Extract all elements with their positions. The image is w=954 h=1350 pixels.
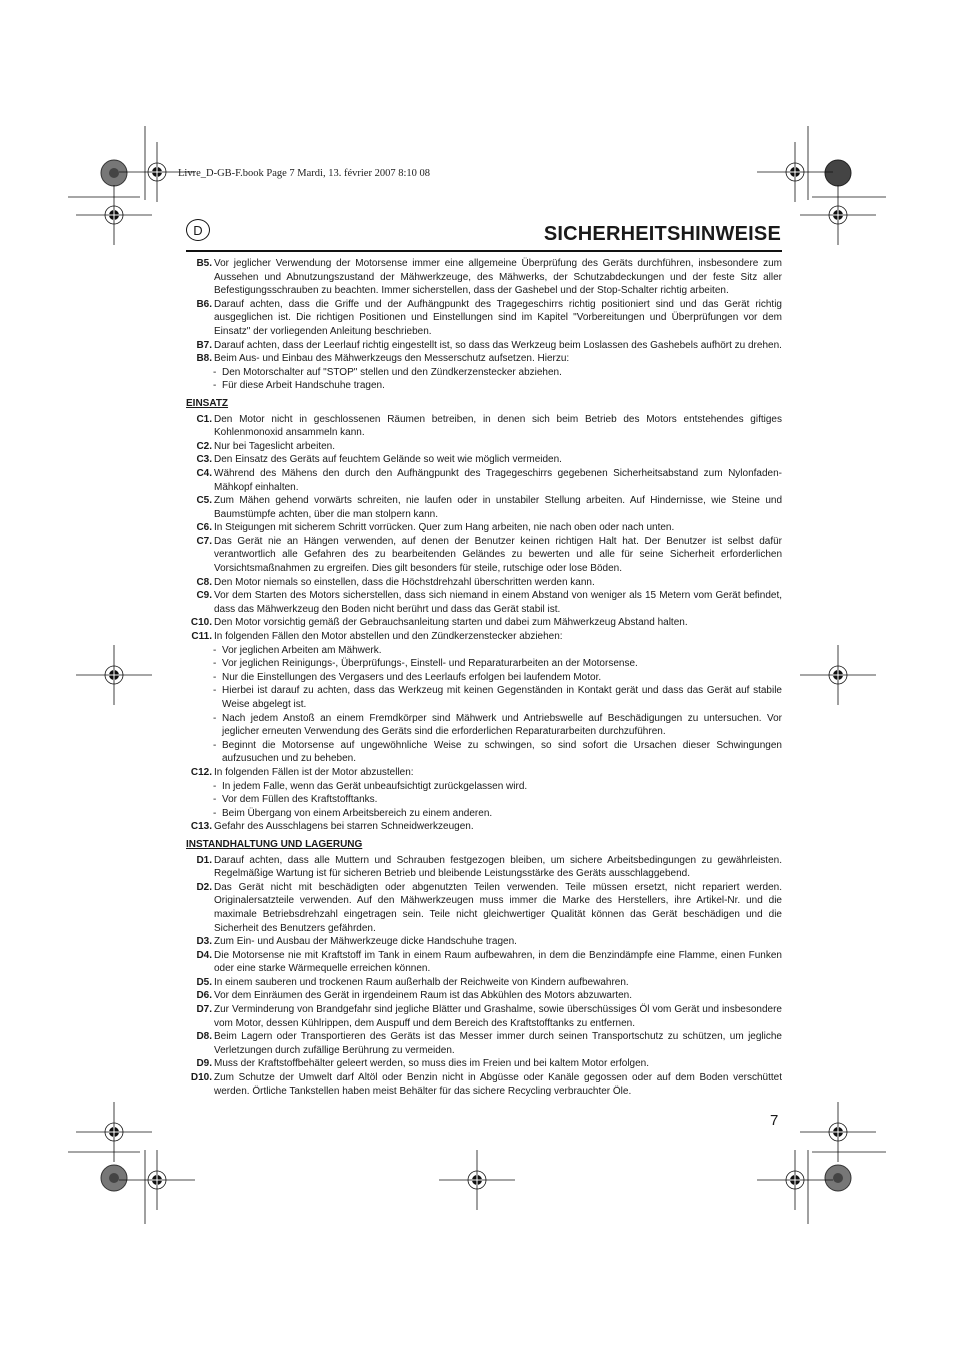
list-item — [186, 413, 782, 440]
list-item — [186, 298, 782, 339]
sub-list-item — [186, 793, 782, 807]
list-item — [186, 630, 782, 644]
item-text: In folgenden Fällen den Motor abstellen und den Zündkerzenstecker abziehen: — [214, 631, 563, 643]
list-item — [186, 257, 782, 298]
sub-item-text: Vor dem Füllen des Kraftstofftanks. — [222, 794, 378, 806]
list-item — [186, 989, 782, 1003]
list-item — [186, 854, 782, 881]
item-text: In folgenden Fällen ist der Motor abzustellen: — [214, 766, 414, 778]
list-item — [186, 521, 782, 535]
sub-list-item — [186, 366, 782, 380]
sub-list-item — [186, 807, 782, 821]
item-text: Muss der Kraftstoffbehälter geleert werden, so muss dies im Freien und bei kaltem Motor erfolgen. — [214, 1058, 650, 1070]
crosshair-icon — [439, 1150, 515, 1210]
item-label: C1. — [196, 413, 212, 425]
list-item — [186, 881, 782, 935]
item-text: Zum Mähen gehend vorwärts schreiten, nie laufen oder in unstabiler Stellung arbeiten. Auf Hindernisse, wie Steine und Baumstümpfe achten, über die man stolpern kann. — [214, 495, 782, 520]
crosshair-icon — [76, 1102, 152, 1162]
item-label: B5. — [196, 258, 212, 269]
star-target-icon — [101, 1165, 127, 1191]
list-item — [186, 935, 782, 949]
list-item — [186, 949, 782, 976]
item-text: Das Gerät nicht mit beschädigten oder abgenutzten Teilen verwenden. Teile müssen ersetzt, nicht repariert werden. Originalersatzteile verwenden. Auf den Mähwerkzeugen muss immer die Marke des Herstellers, ihre Artikel-Nr. und die maximale Betriebsdrehzahl eingetragen sein. Teile nicht gleichwertiger Qualität können das Gerät beschädigen und die Sicherheit des Benutzers gefährden. — [214, 881, 782, 934]
bullet-dash: - — [213, 739, 217, 751]
list-item — [186, 453, 782, 467]
item-text: In Steigungen mit sicherem Schritt vorrücken. Quer zum Hang arbeiten, nie nach oben oder nach unten. — [214, 522, 675, 534]
instandhaltung-list — [186, 854, 782, 1099]
sub-list-item — [186, 657, 782, 671]
list-item — [186, 1071, 782, 1098]
item-label: C7. — [196, 535, 212, 547]
crosshair-icon — [800, 1102, 876, 1162]
sub-item-text: Vor jeglichen Arbeiten am Mähwerk. — [222, 644, 382, 656]
star-target-icon — [825, 1165, 851, 1191]
list-item — [186, 766, 782, 780]
item-text: Zum Ein- und Ausbau der Mähwerkzeuge dicke Handschuhe tragen. — [214, 936, 517, 948]
item-label: C12. — [190, 766, 212, 778]
star-target-icon — [101, 160, 127, 186]
item-text: Nur bei Tageslicht arbeiten. — [214, 440, 335, 452]
item-text: Darauf achten, dass alle Muttern und Schrauben festgezogen bleiben, um sichere Arbeitsbedingungen zu gewährleisten. Regelmäßige Wartung ist für sicheren Betrieb und bleibende Leistungsstärke des Geräts ausschlaggebend. — [214, 854, 782, 880]
item-text: Den Einsatz des Geräts auf feuchtem Gelände so weit wie möglich vermeiden. — [214, 454, 562, 466]
item-label: D1. — [196, 854, 212, 866]
bullet-dash: - — [213, 712, 217, 724]
list-item — [186, 820, 782, 834]
sub-item-text: Vor jeglichen Reinigungs-, Überprüfungs-, Einstell- und Reparaturarbeiten an der Motorsense. — [222, 658, 638, 670]
item-label: D5. — [196, 976, 212, 988]
item-label: C5. — [196, 495, 212, 507]
crosshair-icon — [76, 645, 152, 705]
item-label: D6. — [196, 990, 212, 1002]
item-label: C10. — [190, 617, 212, 629]
list-item — [186, 535, 782, 576]
item-label: D10. — [190, 1072, 212, 1084]
item-label: C4. — [196, 467, 212, 479]
item-text: In einem sauberen und trockenen Raum außerhalb der Reichweite von Kindern aufbewahren. — [214, 976, 629, 988]
item-label: D3. — [196, 936, 212, 948]
item-text: Darauf achten, dass der Leerlauf richtig eingestellt ist, so dass das Werkzeug beim Loslassen des Gashebels aufhört zu drehen. — [214, 339, 782, 351]
item-text: Darauf achten, dass die Griffe und der Aufhängpunkt des Tragegeschirrs richtig positioniert sind und das Gerät richtig ausgeglichen ist. Die richtigen Positionen und Einstellungen sind im Kapitel "Vorbereitungen und Überprüfungen vor dem Einsatz" der vorliegenden Anleitung beschrieben. — [214, 298, 782, 337]
list-item — [186, 576, 782, 590]
sub-item-text: Beim Übergang von einem Arbeitsbereich zu einem anderen. — [222, 807, 493, 819]
item-text: Vor dem Starten des Motors sicherstellen, dass sich niemand in einem Abstand von weniger als 15 Metern vom Gerät befindet, dass das Mähwerkzeug den Boden nicht berührt und dass das Gerät stabil ist. — [214, 590, 782, 615]
item-label: C2. — [196, 440, 212, 452]
item-label: C13. — [190, 821, 212, 833]
item-label: C6. — [196, 522, 212, 534]
bullet-dash: - — [213, 685, 217, 697]
item-label: C9. — [196, 590, 212, 602]
sub-item-text: Nach jedem Anstoß an einem Fremdkörper sind Mähwerk und Antriebswelle auf Beschädigungen zu untersuchen. Vor jeglicher erneuten Verwendung des Geräts sind die erforderlichen Reparaturarbeiten durchzuführen. — [222, 712, 782, 738]
crosshair-icon — [119, 1150, 195, 1210]
item-label: D2. — [196, 881, 212, 893]
item-text: Den Motor niemals so einstellen, dass die Höchstdrehzahl überschritten werden kann. — [214, 576, 595, 588]
item-text: Vor jeglicher Verwendung der Motorsense immer eine allgemeine Überprüfung des Geräts durchführen, insbesondere zum Aussehen und Abnutzungszustand der Mähwerkzeuge, des Mähwerks, der Schutzabdeckungen und der feste Sitz aller Befestigungsschrauben zu beachten. Immer sicherstellen, dass der Gashebel und der Stop-Schalter richtig arbeiten. — [214, 258, 782, 297]
bullet-dash: - — [213, 644, 217, 656]
list-item — [186, 976, 782, 990]
crosshair-icon — [757, 142, 833, 202]
list-item — [186, 1030, 782, 1057]
einsatz-list — [186, 413, 782, 834]
section-heading-einsatz: EINSATZ — [186, 397, 229, 409]
item-text: Das Gerät nie an Hängen verwenden, auf denen der Benutzer keinen richtigen Halt hat. Der Benutzer ist selbst dafür verantwortlich alle Gefahren des zu bearbeitenden Geländes zu bewerten und alle für seine Sicherheit erforderlichen Vorsichtsmaßnahmen zu ergreifen. Dies gilt besonders für steile, rutschige oder lose Böden. — [214, 535, 782, 575]
item-label: D7. — [196, 1004, 212, 1016]
bullet-dash: - — [213, 380, 217, 392]
bullet-dash: - — [213, 780, 217, 792]
sub-list-item — [186, 712, 782, 739]
list-item — [186, 467, 782, 494]
sub-item-text: Nur die Einstellungen des Vergasers und des Leerlaufs erfolgen bei laufendem Motor. — [222, 671, 602, 683]
item-label: C11. — [191, 631, 212, 643]
sub-list-item — [186, 780, 782, 794]
intro-list — [186, 257, 782, 393]
item-label: B7. — [196, 339, 212, 351]
item-text: Beim Lagern oder Transportieren des Geräts ist das Messer immer durch seinen Transportschutz zu schützen, um jegliche Verletzungen durch zufällige Berührung zu vermeiden. — [214, 1031, 782, 1056]
item-label: D4. — [196, 949, 212, 961]
item-text: Zum Schutze der Umwelt darf Altöl oder Benzin nicht in Abgüsse oder Kanäle gegossen oder auf dem Boden verschüttet werden. Örtliche Tankstellen haben meist Behälter für das sichere Recycling verbrauchter Öle. — [214, 1072, 782, 1097]
page-title: SICHERHEITSHINWEISE — [543, 223, 781, 245]
item-text: Während des Mähens den durch den Aufhängpunkt des Tragegeschirrs gegebenen Sicherheitsabstand zum Nylonfaden-Mähkopf einhalten. — [214, 467, 782, 493]
crosshair-icon — [800, 185, 876, 245]
item-text: Die Motorsense nie mit Kraftstoff im Tank in einem Raum aufbewahren, in dem die Benzindämpfe eine Flamme, einen Funken oder eine starke Wärmequelle erreichen können. — [214, 949, 782, 975]
page-number: 7 — [770, 1112, 779, 1129]
crosshair-icon — [76, 185, 152, 245]
item-label: C3. — [196, 454, 212, 466]
item-label: B8. — [196, 353, 212, 365]
list-item — [186, 440, 782, 454]
item-text: Beim Aus- und Einbau des Mähwerkzeugs den Messerschutz aufsetzen. Hierzu: — [214, 353, 570, 365]
list-item — [186, 494, 782, 521]
language-badge: D — [186, 219, 210, 241]
sub-list-item — [186, 644, 782, 658]
bullet-dash: - — [213, 794, 217, 806]
sub-list-item — [186, 379, 782, 393]
sub-item-text: Den Motorschalter auf "STOP" stellen und den Zündkerzenstecker abziehen. — [222, 366, 562, 378]
crosshair-icon — [800, 645, 876, 705]
sub-list-item — [186, 739, 782, 766]
sub-item-text: Hierbei ist darauf zu achten, dass das Werkzeug mit keinen Gegenständen in Kontakt gerät und dass das Gerät auf stabile Weise abgelegt ist. — [222, 685, 782, 710]
list-item — [186, 1003, 782, 1030]
item-label: D8. — [196, 1031, 212, 1043]
star-target-icon — [825, 160, 851, 186]
sub-item-text: In jedem Falle, wenn das Gerät unbeaufsichtigt zurückgelassen wird. — [222, 780, 528, 792]
section-heading-instandhaltung: INSTANDHALTUNG UND LAGERUNG — [186, 838, 363, 850]
item-text: Den Motor nicht in geschlossenen Räumen betreiben, in denen sich beim Betrieb des Motors entstehendes giftiges Kohlenmonoxid ansammeln kann. — [214, 413, 782, 439]
bullet-dash: - — [213, 807, 217, 819]
list-item — [186, 616, 782, 630]
sub-list-item — [186, 684, 782, 711]
sub-list-item — [186, 671, 782, 685]
sub-item-text: Beginnt die Motorsense auf ungewöhnliche Weise zu schwingen, so sind sofort die Ursachen dieser Schwingungen aufzusuchen und zu beheben. — [222, 739, 782, 765]
list-item — [186, 339, 782, 353]
bullet-dash: - — [213, 658, 217, 670]
item-text: Vor dem Einräumen des Gerät in irgendeinem Raum ist das Abkühlen des Motors abzuwarten. — [214, 990, 632, 1002]
list-item — [186, 589, 782, 616]
bullet-dash: - — [213, 671, 217, 683]
crosshair-icon — [757, 1150, 833, 1210]
item-text: Den Motor vorsichtig gemäß der Gebrauchsanleitung starten und dabei zum Mähwerkzeug Abstand halten. — [214, 617, 688, 629]
item-label: D9. — [196, 1058, 212, 1070]
print-header: Livre_D-GB-F.book Page 7 Mardi, 13. février 2007 8:10 08 — [178, 168, 430, 179]
item-label: C8. — [196, 576, 212, 588]
sub-item-text: Für diese Arbeit Handschuhe tragen. — [222, 380, 385, 392]
list-item — [186, 1057, 782, 1071]
item-label: B6. — [196, 298, 212, 310]
bullet-dash: - — [213, 366, 217, 378]
item-text: Gefahr des Ausschlagens bei starren Schneidwerkzeugen. — [214, 821, 474, 833]
content-body — [186, 257, 782, 1098]
title-rule — [186, 250, 782, 252]
list-item — [186, 352, 782, 366]
item-text: Zur Verminderung von Brandgefahr sind jegliche Blätter und Grashalme, sowie überschüssiges Öl vom Gerät und insbesondere vom Motor, dessen Kühlrippen, dem Auspuff und dem Bereich des Kraftstofftanks zu entfernen. — [214, 1004, 782, 1029]
